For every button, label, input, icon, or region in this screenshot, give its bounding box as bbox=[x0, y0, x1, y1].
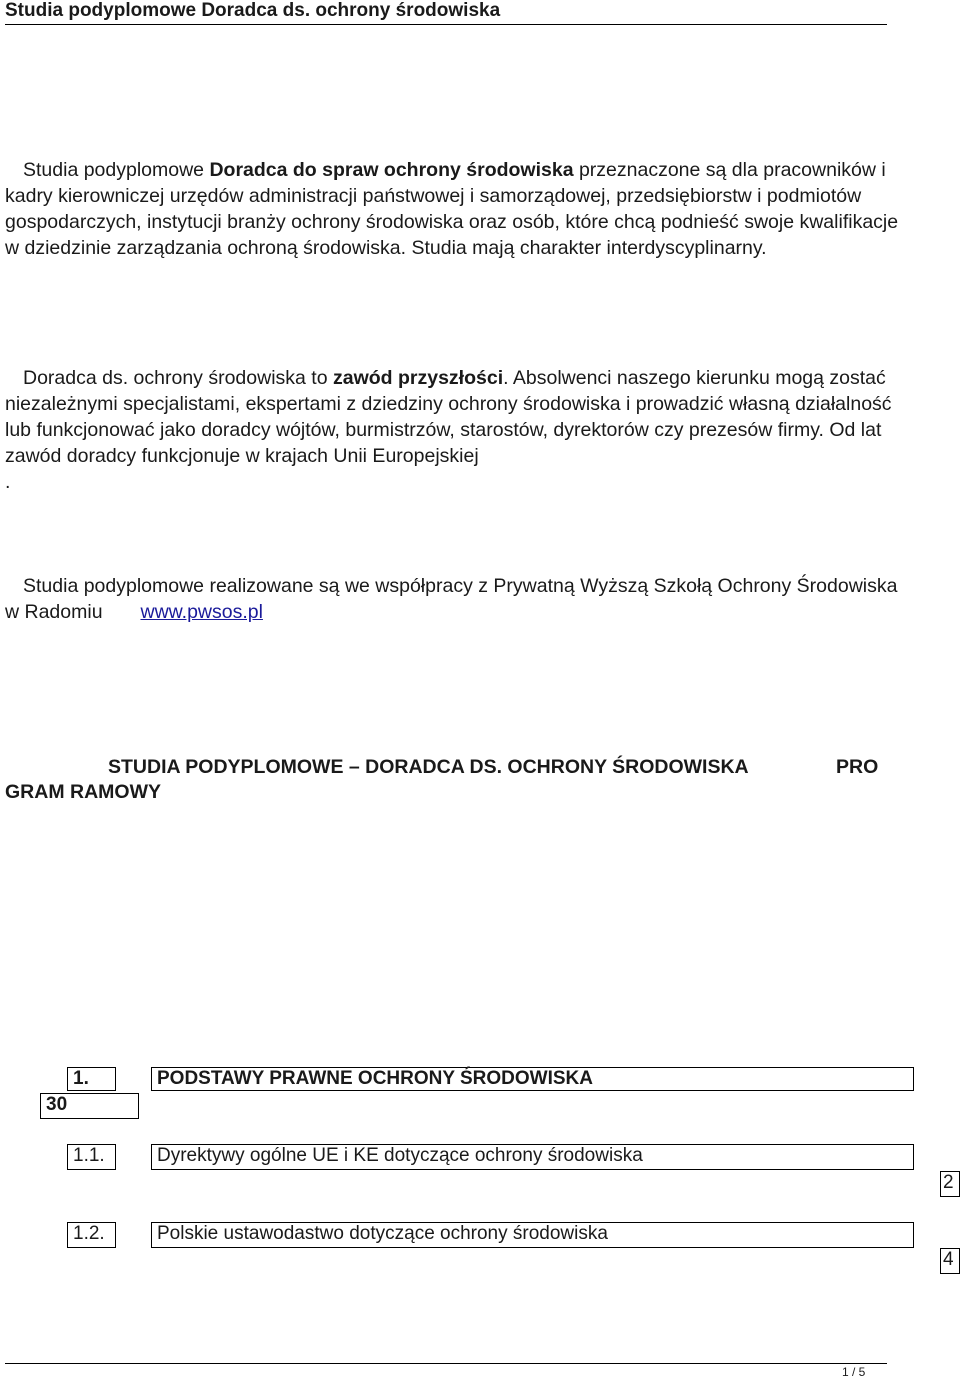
row-number: 1.2. bbox=[73, 1223, 105, 1244]
row-hours: 30 bbox=[46, 1094, 68, 1115]
program-heading-main: STUDIA PODYPLOMOWE – DORADCA DS. OCHRONY ŚRODOWISKA bbox=[108, 756, 749, 778]
career-paragraph bbox=[5, 365, 905, 495]
intro-text-end: przeznaczone są dla pracowników i kadry kierowniczej urzędów administracji państwowej i samorządowej, przedsiębiorstw i podmiotów gospodarczych, instytucji branży ochrony środowiska oraz osób, które chcą podnieść swoje kwalifikacje w dziedzinie zarządzania ochroną środowiska. Studia mają charakter interdyscyplinarny. bbox=[5, 159, 899, 259]
row-title: Dyrektywy ogólne UE i KE dotyczące ochrony środowiska bbox=[157, 1145, 643, 1166]
footer-divider bbox=[5, 1363, 887, 1364]
row-number-cell bbox=[67, 1067, 116, 1091]
career-trailing-dot: . bbox=[5, 471, 11, 493]
intro-text-start: Studia podyplomowe bbox=[23, 159, 210, 181]
program-heading-split-end: GRAM RAMOWY bbox=[5, 781, 161, 803]
cooperation-text: Studia podyplomowe realizowane są we współpracy z Prywatną Wyższą Szkołą Ochrony Środowiska w Radomiu bbox=[5, 575, 898, 623]
row-hours: 4 bbox=[943, 1249, 954, 1270]
career-highlight: zawód przyszłości bbox=[332, 367, 504, 389]
career-text-end: . Absolwenci naszego kierunku mogą zostać niezależnymi specjalistami, ekspertami z dziedziny ochrony środowiska i prowadzić własną działalność lub funkcjonować jako doradcy wójtów, burmistrzów, starostów, dyrektorów czy prezesów firmy. Od lat zawód doradcy funkcjonuje w krajach Unii Europejskiej bbox=[5, 367, 892, 467]
row-title: PODSTAWY PRAWNE OCHRONY ŚRODOWISKA bbox=[157, 1068, 593, 1089]
row-hours-cell bbox=[40, 1093, 139, 1119]
row-number: 1.1. bbox=[73, 1145, 105, 1166]
row-title: Polskie ustawodastwo dotyczące ochrony środowiska bbox=[157, 1223, 608, 1244]
row-title-cell bbox=[151, 1067, 914, 1091]
row-hours-cell bbox=[940, 1248, 960, 1274]
row-number: 1. bbox=[73, 1068, 89, 1089]
page-title: Studia podyplomowe Doradca ds. ochrony środowiska bbox=[5, 0, 501, 21]
career-text-start: Doradca ds. ochrony środowiska to bbox=[23, 367, 333, 389]
intro-paragraph bbox=[5, 157, 905, 261]
university-website-link[interactable]: www.pwsos.pl bbox=[140, 601, 263, 623]
intro-program-name: Doradca do spraw ochrony środowiska bbox=[209, 159, 574, 181]
row-number-cell bbox=[67, 1144, 116, 1170]
page-number: 1 / 5 bbox=[842, 1365, 866, 1379]
cooperation-paragraph bbox=[5, 573, 905, 625]
program-heading-split-start: PRO bbox=[836, 756, 879, 778]
row-hours-cell bbox=[940, 1171, 960, 1197]
row-title-cell bbox=[151, 1144, 914, 1170]
row-title-cell bbox=[151, 1222, 914, 1248]
header-divider bbox=[5, 24, 887, 25]
row-number-cell bbox=[67, 1222, 116, 1248]
row-hours: 2 bbox=[943, 1172, 954, 1193]
